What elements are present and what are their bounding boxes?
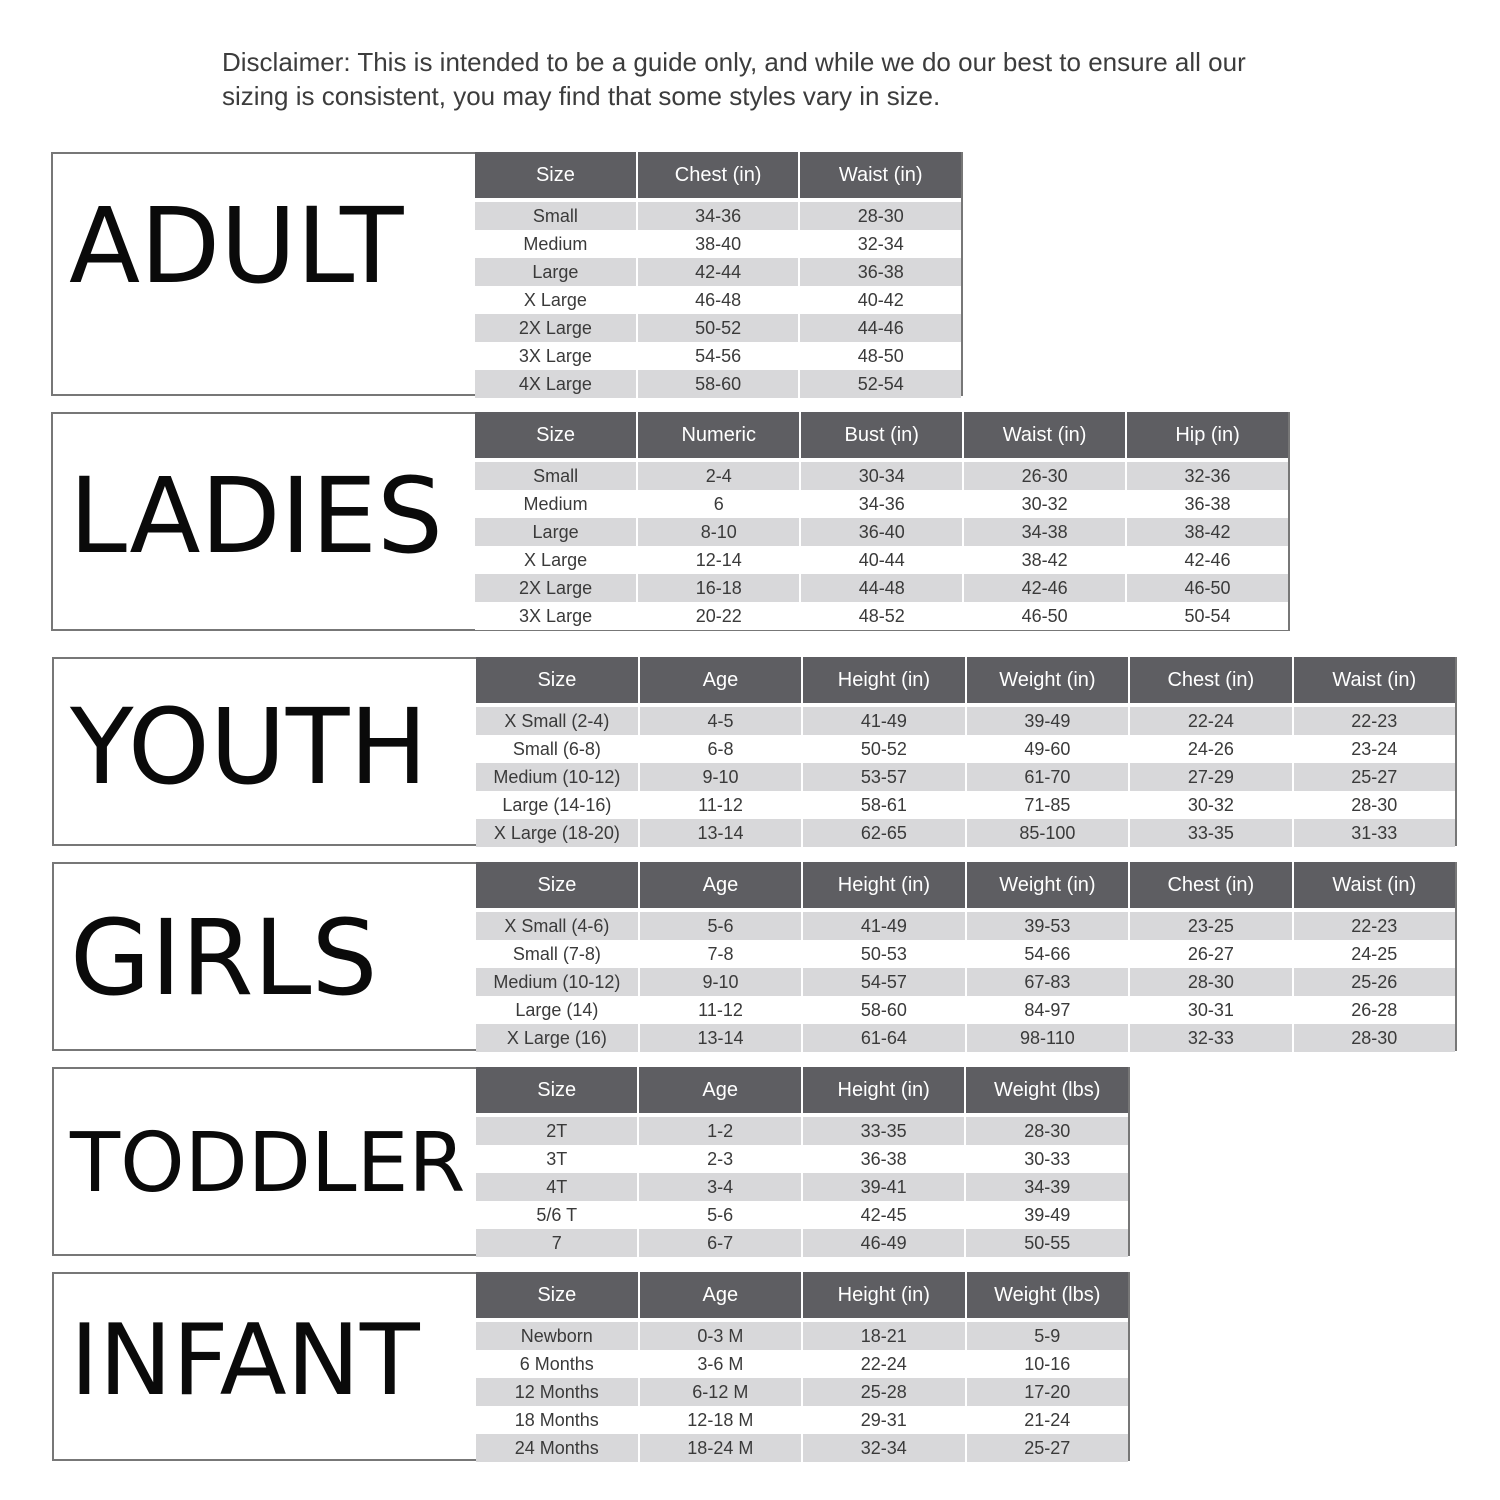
table-cell: 34-36: [801, 490, 964, 518]
table-cell: 58-60: [638, 370, 801, 398]
table-cell: X Large (16): [476, 1024, 640, 1052]
column-header: Chest (in): [638, 152, 801, 202]
table-row: [475, 462, 1288, 490]
table-cell: Small (7-8): [476, 940, 640, 968]
table-row: [475, 258, 961, 286]
table-cell: 67-83: [967, 968, 1130, 996]
table-cell: 39-49: [967, 707, 1130, 735]
table-cell: 30-33: [966, 1145, 1128, 1173]
table-cell: 44-48: [801, 574, 964, 602]
table-cell: X Large: [475, 286, 638, 314]
column-header: Weight (in): [967, 862, 1130, 912]
table-cell: 30-34: [801, 462, 964, 490]
size-table: [475, 152, 961, 398]
table-cell: 32-34: [800, 230, 961, 258]
table-cell: 44-46: [800, 314, 961, 342]
table-cell: 25-26: [1294, 968, 1455, 996]
table-row: [476, 996, 1455, 1024]
table-cell: 2-4: [638, 462, 801, 490]
column-header: Size: [475, 152, 638, 202]
table-cell: Medium: [475, 230, 638, 258]
table-row: [476, 707, 1455, 735]
table-cell: 5-6: [640, 912, 803, 940]
table-row: [476, 940, 1455, 968]
column-header: Size: [476, 1067, 639, 1117]
table-row: [476, 912, 1455, 940]
table-cell: 42-44: [638, 258, 801, 286]
size-table: [476, 657, 1455, 847]
section-title: TODDLER: [70, 1116, 466, 1211]
table-cell: 22-24: [803, 1350, 966, 1378]
table-row: [476, 968, 1455, 996]
column-header: Height (in): [803, 657, 966, 707]
table-row: [475, 518, 1288, 546]
column-header: Numeric: [638, 412, 801, 462]
table-cell: 50-52: [638, 314, 801, 342]
table-row: [476, 763, 1455, 791]
table-cell: 38-42: [1127, 518, 1288, 546]
table-cell: 5-9: [967, 1322, 1129, 1350]
table-cell: Large: [475, 518, 638, 546]
table-cell: 28-30: [1130, 968, 1293, 996]
table-cell: 84-97: [967, 996, 1130, 1024]
section-title: INFANT: [70, 1304, 420, 1418]
column-header: Weight (in): [967, 657, 1130, 707]
table-cell: 50-55: [966, 1229, 1128, 1257]
table-cell: Small: [475, 462, 638, 490]
table-cell: 10-16: [967, 1350, 1129, 1378]
table-cell: 38-42: [964, 546, 1127, 574]
table-row: [476, 1201, 1128, 1229]
table-cell: 52-54: [800, 370, 961, 398]
size-table: [476, 862, 1455, 1052]
table-cell: 8-10: [638, 518, 801, 546]
table-cell: 17-20: [967, 1378, 1129, 1406]
table-cell: 41-49: [803, 912, 966, 940]
section-girls: [52, 862, 1457, 1051]
table-cell: 18 Months: [476, 1406, 640, 1434]
table-cell: 2-3: [639, 1145, 802, 1173]
table-cell: 46-50: [964, 602, 1127, 630]
header-row: [476, 1272, 1128, 1322]
section-youth: [52, 657, 1457, 846]
column-header: Age: [640, 1272, 803, 1322]
table-row: [475, 286, 961, 314]
table-cell: 25-27: [1294, 763, 1455, 791]
table-cell: 33-35: [803, 1117, 967, 1145]
table-cell: 3-4: [639, 1173, 802, 1201]
table-cell: 22-24: [1130, 707, 1293, 735]
column-header: Hip (in): [1127, 412, 1288, 462]
table-cell: 12-14: [638, 546, 801, 574]
table-cell: 20-22: [638, 602, 801, 630]
column-header: Height (in): [803, 862, 966, 912]
table-cell: 61-70: [967, 763, 1130, 791]
table-cell: 9-10: [640, 968, 803, 996]
header-row: [476, 657, 1455, 707]
table-row: [476, 1378, 1128, 1406]
table-cell: Small (6-8): [476, 735, 640, 763]
table-cell: Newborn: [476, 1322, 640, 1350]
table-cell: 2X Large: [475, 314, 638, 342]
table-cell: 36-40: [801, 518, 964, 546]
table-row: [475, 574, 1288, 602]
section-title: GIRLS: [70, 897, 378, 1019]
table-cell: 39-49: [966, 1201, 1128, 1229]
size-table: [476, 1272, 1128, 1462]
table-cell: 23-25: [1130, 912, 1293, 940]
table-cell: Medium (10-12): [476, 763, 640, 791]
table-cell: 46-49: [803, 1229, 967, 1257]
table-row: [476, 735, 1455, 763]
table-cell: 28-30: [1294, 791, 1455, 819]
table-cell: 40-44: [801, 546, 964, 574]
table-row: [475, 314, 961, 342]
table-cell: 41-49: [803, 707, 966, 735]
table-cell: 85-100: [967, 819, 1130, 847]
column-header: Weight (lbs): [967, 1272, 1129, 1322]
section-toddler: [52, 1067, 1130, 1256]
table-cell: 4T: [476, 1173, 639, 1201]
table-cell: 53-57: [803, 763, 966, 791]
table-row: [476, 1117, 1128, 1145]
column-header: Chest (in): [1130, 657, 1293, 707]
table-cell: 6: [638, 490, 801, 518]
table-cell: Medium (10-12): [476, 968, 640, 996]
table-cell: 18-21: [803, 1322, 966, 1350]
column-header: Age: [640, 862, 803, 912]
table-cell: 29-31: [803, 1406, 966, 1434]
table-cell: 39-53: [967, 912, 1130, 940]
section-ladies: [51, 412, 1290, 631]
table-cell: 16-18: [638, 574, 801, 602]
table-cell: 12-18 M: [640, 1406, 803, 1434]
table-cell: 6-7: [639, 1229, 802, 1257]
table-row: [476, 1322, 1128, 1350]
table-cell: 46-50: [1127, 574, 1288, 602]
table-cell: 0-3 M: [640, 1322, 803, 1350]
table-cell: 42-45: [803, 1201, 967, 1229]
table-row: [476, 791, 1455, 819]
table-cell: 3T: [476, 1145, 639, 1173]
table-cell: 98-110: [967, 1024, 1130, 1052]
table-cell: 34-39: [966, 1173, 1128, 1201]
table-cell: 2T: [476, 1117, 639, 1145]
table-row: [475, 490, 1288, 518]
column-header: Weight (lbs): [966, 1067, 1128, 1117]
table-cell: Medium: [475, 490, 638, 518]
header-row: [475, 152, 961, 202]
column-header: Bust (in): [801, 412, 964, 462]
table-row: [476, 1350, 1128, 1378]
table-cell: 36-38: [1127, 490, 1288, 518]
table-cell: 42-46: [1127, 546, 1288, 574]
table-cell: 30-31: [1130, 996, 1293, 1024]
column-header: Size: [476, 657, 640, 707]
table-cell: X Large (18-20): [476, 819, 640, 847]
table-cell: 1-2: [639, 1117, 802, 1145]
table-cell: 61-64: [803, 1024, 966, 1052]
column-header: Waist (in): [1294, 862, 1455, 912]
table-cell: X Large: [475, 546, 638, 574]
table-row: [476, 1406, 1128, 1434]
table-cell: 58-61: [803, 791, 966, 819]
table-row: [475, 602, 1288, 630]
column-header: Age: [639, 1067, 802, 1117]
column-header: Waist (in): [964, 412, 1127, 462]
table-cell: 13-14: [640, 1024, 803, 1052]
table-cell: X Small (2-4): [476, 707, 640, 735]
table-cell: Large (14): [476, 996, 640, 1024]
table-cell: 32-36: [1127, 462, 1288, 490]
table-cell: 32-33: [1130, 1024, 1293, 1052]
header-row: [475, 412, 1288, 462]
table-cell: 13-14: [640, 819, 803, 847]
table-cell: 21-24: [967, 1406, 1129, 1434]
table-cell: 24-25: [1294, 940, 1455, 968]
table-cell: 40-42: [800, 286, 961, 314]
table-cell: 28-30: [966, 1117, 1128, 1145]
table-row: [476, 1434, 1128, 1462]
column-header: Chest (in): [1130, 862, 1293, 912]
table-cell: 6-12 M: [640, 1378, 803, 1406]
table-cell: 5/6 T: [476, 1201, 639, 1229]
table-cell: 24-26: [1130, 735, 1293, 763]
table-cell: 2X Large: [475, 574, 638, 602]
table-cell: 22-23: [1294, 912, 1455, 940]
table-cell: 4-5: [640, 707, 803, 735]
table-cell: 26-28: [1294, 996, 1455, 1024]
table-row: [476, 1173, 1128, 1201]
section-infant: [52, 1272, 1130, 1461]
table-cell: 6 Months: [476, 1350, 640, 1378]
size-table: [475, 412, 1288, 630]
table-row: [476, 819, 1455, 847]
table-cell: 22-23: [1294, 707, 1455, 735]
table-cell: 36-38: [803, 1145, 967, 1173]
table-cell: 38-40: [638, 230, 801, 258]
table-cell: 6-8: [640, 735, 803, 763]
table-cell: 18-24 M: [640, 1434, 803, 1462]
table-cell: 28-30: [1294, 1024, 1455, 1052]
table-cell: 9-10: [640, 763, 803, 791]
table-cell: 11-12: [640, 996, 803, 1024]
column-header: Age: [640, 657, 803, 707]
table-cell: 46-48: [638, 286, 801, 314]
disclaimer-line-1: Disclaimer: This is intended to be a guide only, and while we do our best to ensure all our: [222, 47, 1246, 77]
section-title: YOUTH: [70, 686, 428, 808]
table-cell: 7: [476, 1229, 639, 1257]
table-cell: 58-60: [803, 996, 966, 1024]
table-cell: 71-85: [967, 791, 1130, 819]
table-cell: 49-60: [967, 735, 1130, 763]
table-cell: Small: [475, 202, 638, 230]
column-header: Height (in): [803, 1067, 967, 1117]
table-cell: 24 Months: [476, 1434, 640, 1462]
table-cell: 32-34: [803, 1434, 966, 1462]
column-header: Size: [476, 862, 640, 912]
table-cell: 54-57: [803, 968, 966, 996]
table-cell: 50-54: [1127, 602, 1288, 630]
column-header: Size: [476, 1272, 640, 1322]
section-title: ADULT: [69, 185, 404, 307]
table-row: [476, 1145, 1128, 1173]
table-cell: 26-30: [964, 462, 1127, 490]
column-header: Height (in): [803, 1272, 966, 1322]
table-cell: 11-12: [640, 791, 803, 819]
table-cell: 48-50: [800, 342, 961, 370]
table-cell: 27-29: [1130, 763, 1293, 791]
table-cell: 25-27: [967, 1434, 1129, 1462]
table-cell: 23-24: [1294, 735, 1455, 763]
table-cell: 25-28: [803, 1378, 966, 1406]
table-cell: 4X Large: [475, 370, 638, 398]
table-cell: 30-32: [964, 490, 1127, 518]
table-row: [475, 342, 961, 370]
column-header: Size: [475, 412, 638, 462]
table-cell: X Small (4-6): [476, 912, 640, 940]
header-row: [476, 1067, 1128, 1117]
table-row: [475, 370, 961, 398]
table-cell: 12 Months: [476, 1378, 640, 1406]
table-cell: 54-56: [638, 342, 801, 370]
table-cell: 30-32: [1130, 791, 1293, 819]
table-row: [475, 202, 961, 230]
table-cell: 31-33: [1294, 819, 1455, 847]
table-row: [475, 230, 961, 258]
disclaimer-line-2: sizing is consistent, you may find that some styles vary in size.: [222, 81, 941, 111]
table-cell: 48-52: [801, 602, 964, 630]
table-cell: Large: [475, 258, 638, 286]
table-cell: 3X Large: [475, 342, 638, 370]
table-cell: 36-38: [800, 258, 961, 286]
table-cell: 34-38: [964, 518, 1127, 546]
table-cell: 28-30: [800, 202, 961, 230]
table-cell: Large (14-16): [476, 791, 640, 819]
table-cell: 3-6 M: [640, 1350, 803, 1378]
column-header: Waist (in): [800, 152, 961, 202]
table-cell: 54-66: [967, 940, 1130, 968]
table-cell: 3X Large: [475, 602, 638, 630]
table-cell: 33-35: [1130, 819, 1293, 847]
table-cell: 50-52: [803, 735, 966, 763]
table-cell: 39-41: [803, 1173, 967, 1201]
table-cell: 34-36: [638, 202, 801, 230]
header-row: [476, 862, 1455, 912]
section-adult: [51, 152, 963, 396]
disclaimer: [222, 45, 1282, 113]
table-row: [476, 1229, 1128, 1257]
table-cell: 7-8: [640, 940, 803, 968]
table-cell: 50-53: [803, 940, 966, 968]
table-row: [476, 1024, 1455, 1052]
table-cell: 5-6: [639, 1201, 802, 1229]
table-cell: 26-27: [1130, 940, 1293, 968]
size-table: [476, 1067, 1128, 1257]
table-cell: 62-65: [803, 819, 966, 847]
table-cell: 42-46: [964, 574, 1127, 602]
column-header: Waist (in): [1294, 657, 1455, 707]
table-row: [475, 546, 1288, 574]
section-title: LADIES: [69, 455, 443, 577]
